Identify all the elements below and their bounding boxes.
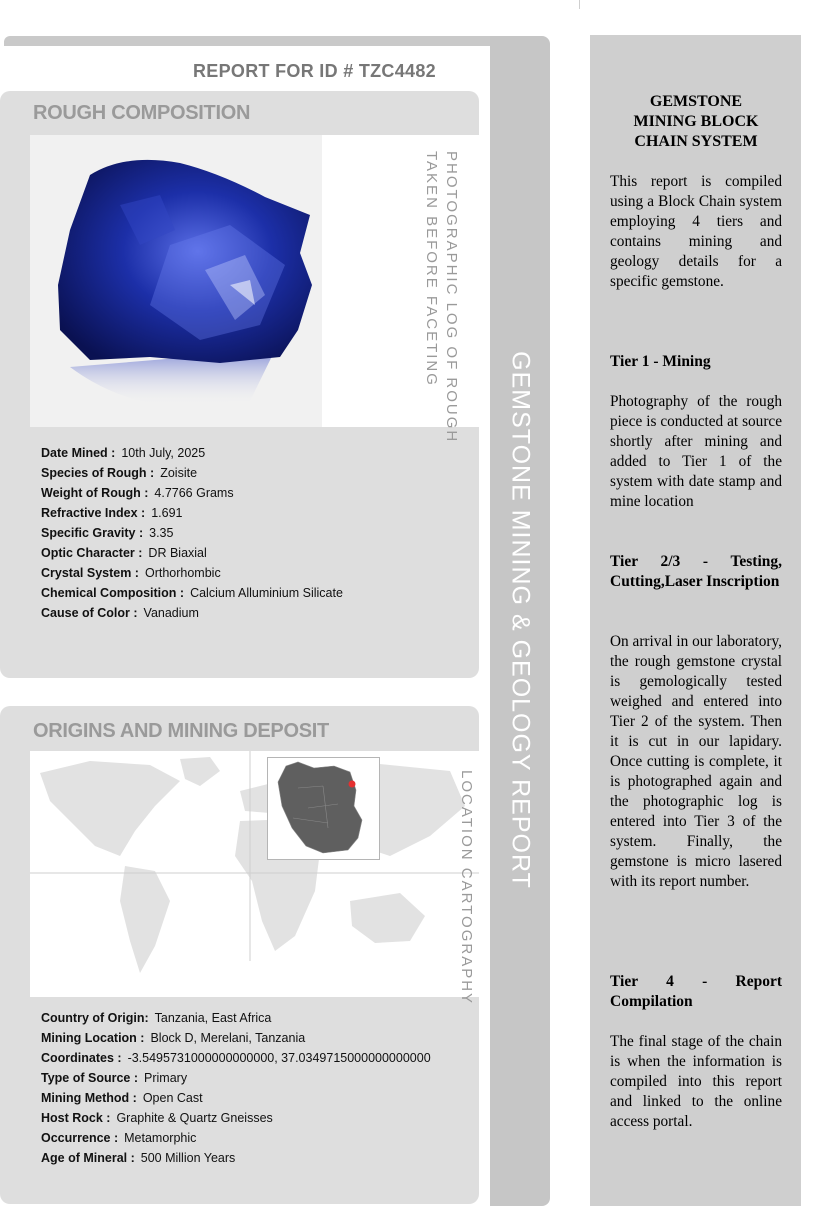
tier23-heading: Tier 2/3 - Testing, Cutting,Laser Inscription <box>610 553 782 590</box>
field-date-mined: Date Mined : 10th July, 2025 <box>41 446 206 460</box>
field-cause-of-color: Cause of Color : Vanadium <box>41 606 199 620</box>
field-crystal-system: Crystal System : Orthorhombic <box>41 566 221 580</box>
field-species: Species of Rough : Zoisite <box>41 466 198 480</box>
field-specific-gravity: Specific Gravity : 3.35 <box>41 526 174 540</box>
report-id-title: REPORT FOR ID # TZC4482 <box>193 61 436 81</box>
field-age-of-mineral: Age of Mineral : 500 Million Years <box>41 1151 236 1165</box>
field-chemical-composition: Chemical Composition : Calcium Alluminium Silicate <box>41 586 343 600</box>
tier1-text: Photography of the rough piece is conducted at source shortly after mining and added to Tier 1 of the system with date stamp and mine location <box>610 393 782 510</box>
field-country-of-origin: Country of Origin: Tanzania, East Africa <box>41 1011 272 1025</box>
field-host-rock: Host Rock : Graphite & Quartz Gneisses <box>41 1111 273 1125</box>
photo-caption <box>421 151 461 443</box>
world-map <box>30 751 479 997</box>
tanzania-map-icon <box>267 757 380 860</box>
tier4-heading: Tier 4 - Report Compilation <box>610 973 782 1010</box>
sidebar-title <box>610 92 782 152</box>
field-refractive-index: Refractive Index : 1.691 <box>41 506 183 520</box>
tier4-text: The final stage of the chain is when the information is compiled into this report and linked to the online access portal. <box>610 1033 782 1130</box>
sidebar-title-line-1: GEMSTONE <box>649 93 743 110</box>
field-coordinates: Coordinates : -3.5495731000000000000, 37.0349715000000000000 <box>41 1051 431 1065</box>
origins-heading: ORIGINS AND MINING DEPOSIT <box>33 720 329 742</box>
photo-caption-line-2: TAKEN BEFORE FACETING <box>423 151 440 387</box>
sidebar-intro: This report is compiled using a Block Chain system employing 4 tiers and contains mining and geology details for a specific gemstone. <box>610 173 782 290</box>
tier1-heading: Tier 1 - Mining <box>610 353 711 370</box>
rough-composition-heading: ROUGH COMPOSITION <box>33 102 251 124</box>
sidebar-title-line-3: CHAIN SYSTEM <box>634 133 758 150</box>
mine-location-marker <box>349 781 356 788</box>
field-optic-character: Optic Character : DR Biaxial <box>41 546 207 560</box>
tier23-text: On arrival in our laboratory, the rough gemstone crystal is gemologically tested weighed and entered into Tier 2 of the system. Then it is cut in our lapidary. Once cutting is complete, it is photographed again and the photographic log is entered into Tier 3 of the system. Finally, the gemstone is micro lasered with its report number. <box>610 633 782 890</box>
field-mining-method: Mining Method : Open Cast <box>41 1091 203 1105</box>
gemstone-photo <box>30 135 322 427</box>
top-bar <box>4 36 546 46</box>
top-tick-mark <box>579 0 580 9</box>
spine-title: GEMSTONE MINING & GEOLOGY REPORT <box>506 351 535 889</box>
map-caption: LOCATION CARTOGRAPHY <box>458 770 475 1006</box>
photo-caption-line-1: PHOTOGRAPHIC LOG OF ROUGH <box>443 151 460 444</box>
field-mining-location: Mining Location : Block D, Merelani, Tanzania <box>41 1031 306 1045</box>
field-type-of-source: Type of Source : Primary <box>41 1071 188 1085</box>
field-weight: Weight of Rough : 4.7766 Grams <box>41 486 234 500</box>
field-occurrence: Occurrence : Metamorphic <box>41 1131 197 1145</box>
sidebar-title-line-2: MINING BLOCK <box>633 113 759 130</box>
